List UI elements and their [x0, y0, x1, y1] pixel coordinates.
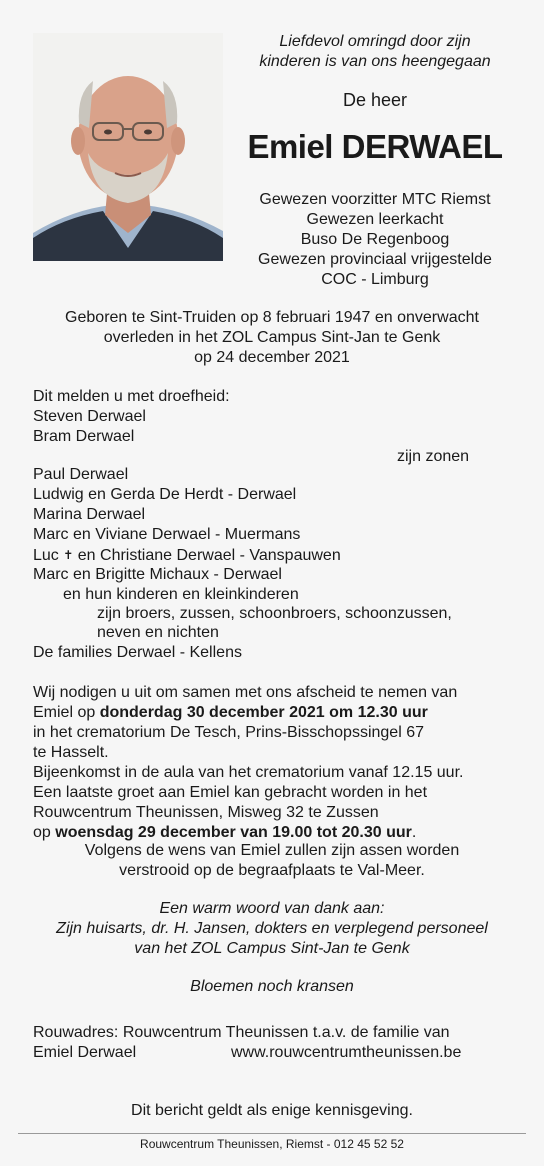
sibling-name: Marc en Brigitte Michaux - Derwael: [33, 566, 282, 583]
siblings-label: zijn broers, zussen, schoonbroers, schoonzussen,: [97, 605, 452, 622]
sibling-name: Paul Derwael: [33, 466, 129, 483]
son-name: Bram Derwael: [33, 428, 135, 445]
son-name: Steven Derwael: [33, 408, 146, 425]
birth-line: op 24 december 2021: [194, 349, 350, 366]
sibling-name-pre: Luc: [33, 547, 59, 564]
ceremony-line: [33, 823, 416, 843]
sibling-name: Ludwig en Gerda De Herdt - Derwael: [33, 486, 297, 503]
sibling-name-post: en Christiane Derwael - Vanspauwen: [77, 547, 341, 564]
ceremony-text: Emiel op: [33, 704, 100, 721]
address-line: Rouwadres: Rouwcentrum Theunissen t.a.v. de familie van: [33, 1024, 450, 1041]
thanks-line: van het ZOL Campus Sint-Jan te Genk: [134, 940, 410, 957]
address-name: Emiel Derwael: [33, 1044, 137, 1061]
ceremony-text: .: [411, 824, 417, 841]
deceased-name: Emiel DERWAEL: [247, 128, 503, 165]
ceremony-line: Volgens de wens van Emiel zullen zijn assen worden: [84, 842, 460, 859]
function-line: Gewezen leerkacht: [306, 211, 444, 228]
intro-line-1: Liefdevol omringd door zijn: [279, 33, 471, 50]
ceremony-line: Bijeenkomst in de aula van het crematorium vanaf 12.15 uur.: [33, 764, 464, 781]
sibling-name: Marc en Viviane Derwael - Muermans: [33, 526, 301, 543]
ceremony-line: verstrooid op de begraafplaats te Val-Meer.: [119, 862, 425, 879]
thanks-line: Zijn huisarts, dr. H. Jansen, dokters en verplegend personeel: [56, 920, 488, 937]
family-intro: Dit melden u met droefheid:: [33, 388, 230, 405]
ceremony-line: [33, 703, 428, 723]
families-line: De families Derwael - Kellens: [33, 644, 242, 661]
sons-label: zijn zonen: [397, 448, 470, 465]
ceremony-line: Wij nodigen u uit om samen met ons afscheid te nemen van: [33, 684, 458, 701]
ceremony-line: Een laatste groet aan Emiel kan gebracht worden in het: [33, 784, 428, 801]
footer-text: Rouwcentrum Theunissen, Riemst - 012 45 52 52: [140, 1137, 404, 1151]
birth-line: overleden in het ZOL Campus Sint-Jan te Genk: [103, 329, 441, 346]
ceremony-text: op: [33, 824, 56, 841]
function-line: COC - Limburg: [321, 271, 429, 288]
sibling-name-luc: [33, 545, 341, 566]
portrait-image: [33, 33, 223, 261]
ceremony-line: te Hasselt.: [33, 744, 109, 761]
website-link[interactable]: www.rouwcentrumtheunissen.be: [231, 1044, 462, 1061]
notice-line: Dit bericht geldt als enige kennisgeving.: [131, 1102, 413, 1119]
flowers-note: Bloemen noch kransen: [190, 978, 354, 995]
grandchildren-line: en hun kinderen en kleinkinderen: [63, 586, 299, 603]
siblings-label: neven en nichten: [97, 624, 219, 641]
function-line: Gewezen voorzitter MTC Riemst: [259, 191, 491, 208]
ceremony-date: donderdag 30 december 2021 om 12.30 uur: [99, 704, 428, 721]
portrait-photo: [33, 33, 223, 261]
honorific: De heer: [342, 90, 408, 110]
ceremony-line: in het crematorium De Tesch, Prins-Bisschopssingel 67: [33, 724, 424, 741]
ceremony-line: Rouwcentrum Theunissen, Misweg 32 te Zussen: [33, 804, 379, 821]
sibling-name: Marina Derwael: [33, 506, 146, 523]
intro-line-2: kinderen is van ons heengegaan: [259, 53, 491, 70]
cross-icon: ✝: [63, 548, 74, 562]
function-line: Buso De Regenboog: [300, 231, 450, 248]
thanks-line: Een warm woord van dank aan:: [159, 900, 385, 917]
function-line: Gewezen provinciaal vrijgestelde: [258, 251, 492, 268]
birth-line: Geboren te Sint-Truiden op 8 februari 1947 en onverwacht: [65, 309, 479, 326]
visitation-date: woensdag 29 december van 19.00 tot 20.30 uur: [55, 824, 412, 841]
